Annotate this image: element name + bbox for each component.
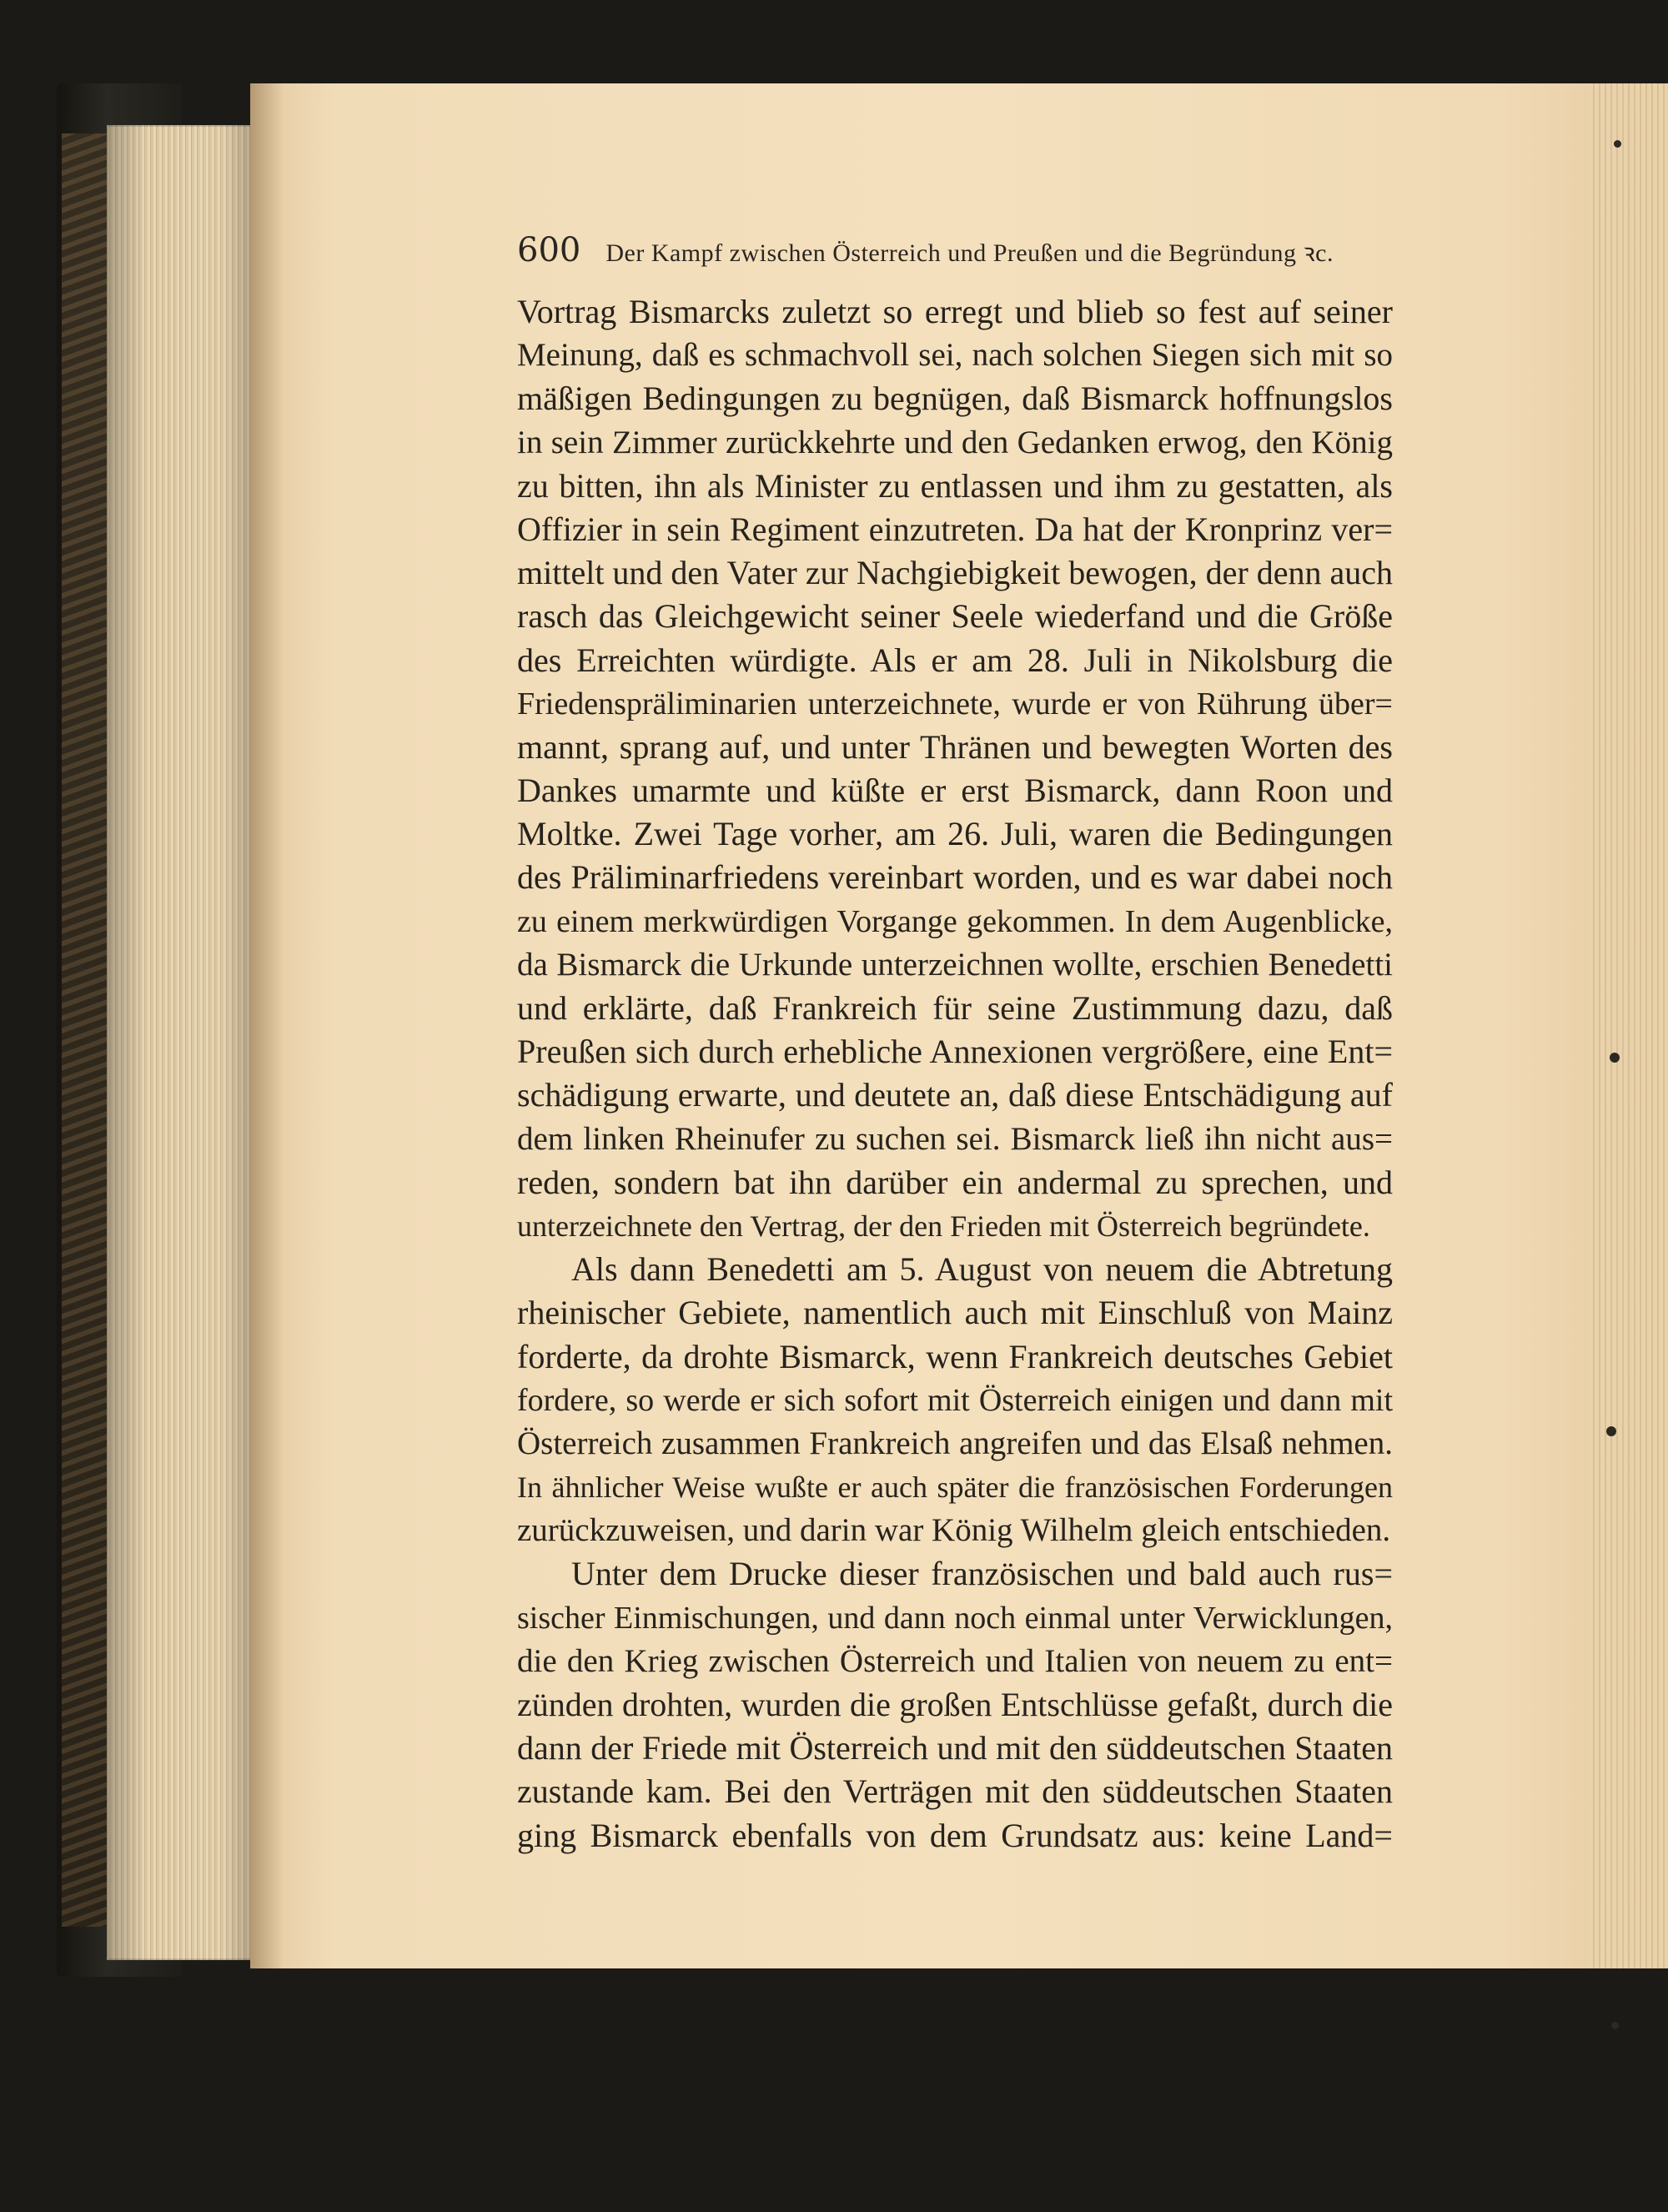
text-line: Offizier in sein Regiment einzutreten. Da hat der Kronprinz ver= <box>517 510 1393 548</box>
text-line: Vortrag Bismarcks zuletzt so erregt und blieb so fest auf seiner <box>517 293 1393 330</box>
text-line: mäßigen Bedingungen zu begnügen, daß Bismarck hoffnungslos <box>517 380 1393 418</box>
text-line: Österreich zusammen Frankreich angreifen und das Elsaß nehmen. <box>517 1425 1393 1461</box>
margin-speck <box>1611 2022 1619 2029</box>
text-line: Moltke. Zwei Tage vorher, am 26. Juli, waren die Bedingungen <box>517 815 1393 853</box>
margin-speck <box>1610 1053 1620 1063</box>
text-line: dann der Friede mit Österreich und mit den süddeutschen Staaten <box>517 1729 1393 1767</box>
text-line: zustande kam. Bei den Verträgen mit den süddeutschen Staaten <box>517 1772 1393 1811</box>
text-line: In ähnlicher Weise wußte er auch später die französischen Forderungen <box>517 1470 1393 1505</box>
running-head-title: Der Kampf zwischen Österreich und Preußen und die Begründung ꝛc. <box>605 239 1334 267</box>
text-line: schädigung erwarte, und deutete an, daß diese Entschädigung auf <box>517 1076 1393 1114</box>
margin-speck <box>1606 1426 1616 1436</box>
text-line: zu bitten, ihn als Minister zu entlassen und ihm zu gestatten, als <box>517 466 1393 505</box>
text-line: zurückzuweisen, und darin war König Wilhelm gleich entschieden. <box>517 1512 1391 1549</box>
text-line: Als dann Benedetti am 5. August von neuem die Abtretung <box>571 1250 1393 1289</box>
page-edges-shadow <box>107 125 261 1960</box>
text-line: ging Bismarck ebenfalls von dem Grundsatz aus: keine Land= <box>517 1816 1393 1854</box>
text-line: reden, sondern bat ihn darüber ein andermal zu sprechen, und <box>517 1163 1393 1201</box>
text-line: rheinischer Gebiete, namentlich auch mit Einschluß von Mainz <box>517 1294 1393 1332</box>
text-line: fordere, so werde er sich sofort mit Österreich einigen und dann mit <box>517 1382 1393 1418</box>
running-head <box>517 231 1351 269</box>
text-line: und erklärte, daß Frankreich für seine Zustimmung dazu, daß <box>517 989 1393 1027</box>
text-line: zu einem merkwürdigen Vorgange gekommen. In dem Augenblicke, <box>517 903 1393 939</box>
page-gutter-shadow <box>250 83 284 1968</box>
body-text <box>517 290 1393 1858</box>
text-line: mannt, sprang auf, und unter Thränen und bewegten Worten des <box>517 727 1393 766</box>
text-line: sischer Einmischungen, und dann noch einmal unter Verwicklungen, <box>517 1600 1393 1636</box>
text-line: forderte, da drohte Bismarck, wenn Frankreich deutsches Gebiet <box>517 1337 1393 1375</box>
text-line: die den Krieg zwischen Österreich und Italien von neuem zu ent= <box>517 1642 1393 1679</box>
text-line: Unter dem Drucke dieser französischen und bald auch rus= <box>571 1555 1393 1593</box>
text-line: zünden drohten, wurden die großen Entschlüsse gefaßt, durch die <box>517 1686 1393 1723</box>
text-line: unterzeichnete den Vertrag, der den Frieden mit Österreich begründete. <box>517 1209 1370 1243</box>
text-line: in sein Zimmer zurückkehrte und den Gedanken erwog, den König <box>517 424 1393 460</box>
text-line: Friedenspräliminarien unterzeichnete, wurde er von Rührung über= <box>517 686 1393 721</box>
right-page-edges <box>1589 83 1668 1968</box>
text-line: des Präliminarfriedens vereinbart worden, und es war dabei noch <box>517 858 1393 897</box>
text-line: rasch das Gleichgewicht seiner Seele wiederfand und die Größe <box>517 597 1393 636</box>
text-line: da Bismarck die Urkunde unterzeichnen wollte, erschien Benedetti <box>517 946 1393 983</box>
margin-speck <box>1614 140 1621 148</box>
text-line: Meinung, daß es schmachvoll sei, nach solchen Siegen sich mit so <box>517 337 1393 374</box>
text-line: mittelt und den Vater zur Nachgiebigkeit bewogen, der denn auch <box>517 554 1393 592</box>
page-number: 600 <box>517 231 581 269</box>
text-line: dem linken Rheinufer zu suchen sei. Bismarck ließ ihn nicht aus= <box>517 1120 1393 1157</box>
text-line: Preußen sich durch erhebliche Annexionen vergrößere, eine Ent= <box>517 1033 1393 1071</box>
text-line: des Erreichten würdigte. Als er am 28. Juli in Nikolsburg die <box>517 641 1393 679</box>
text-line: Dankes umarmte und küßte er erst Bismarck, dann Roon und <box>517 772 1393 810</box>
